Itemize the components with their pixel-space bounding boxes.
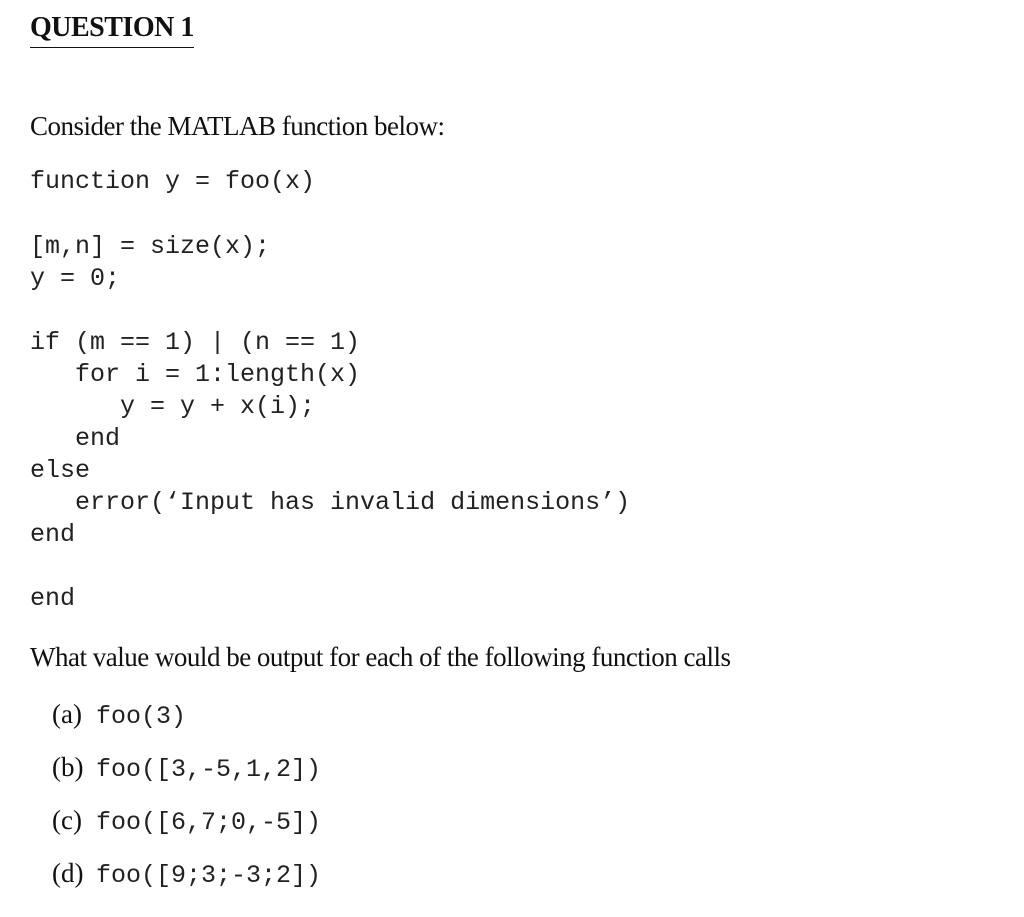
code-line-init: y = 0;	[30, 264, 121, 293]
intro-text: Consider the MATLAB function below:	[30, 111, 445, 141]
code-line-sum: y = y + x(i);	[30, 392, 316, 421]
code-line-for: for i = 1:length(x)	[30, 360, 361, 389]
code-line-else: else	[30, 456, 91, 485]
code-line-end-if: end	[30, 520, 76, 549]
code-line-end-for: end	[30, 424, 121, 453]
part-b	[52, 751, 321, 783]
code-line-if: if (m == 1) | (n == 1)	[30, 328, 361, 357]
part-c	[52, 804, 321, 836]
code-line-error: error(‘Input has invalid dimensions’)	[30, 488, 631, 517]
part-d	[52, 857, 321, 889]
code-line-function: function y = foo(x)	[30, 167, 316, 196]
part-b-label: (b)	[52, 752, 84, 782]
part-a-call: foo(3)	[96, 702, 187, 731]
question-text: What value would be output for each of the following function calls	[30, 642, 731, 672]
part-d-label: (d)	[52, 858, 84, 888]
part-b-call: foo([3,-5,1,2])	[96, 755, 322, 784]
code-line-end-function: end	[30, 584, 76, 613]
part-d-call: foo([9;3;-3;2])	[96, 861, 322, 890]
question-heading: QUESTION 1	[30, 10, 194, 48]
part-c-label: (c)	[52, 805, 82, 835]
code-line-size: [m,n] = size(x);	[30, 232, 271, 261]
part-a	[52, 698, 186, 730]
part-c-call: foo([6,7;0,-5])	[96, 808, 322, 837]
part-a-label: (a)	[52, 699, 82, 729]
